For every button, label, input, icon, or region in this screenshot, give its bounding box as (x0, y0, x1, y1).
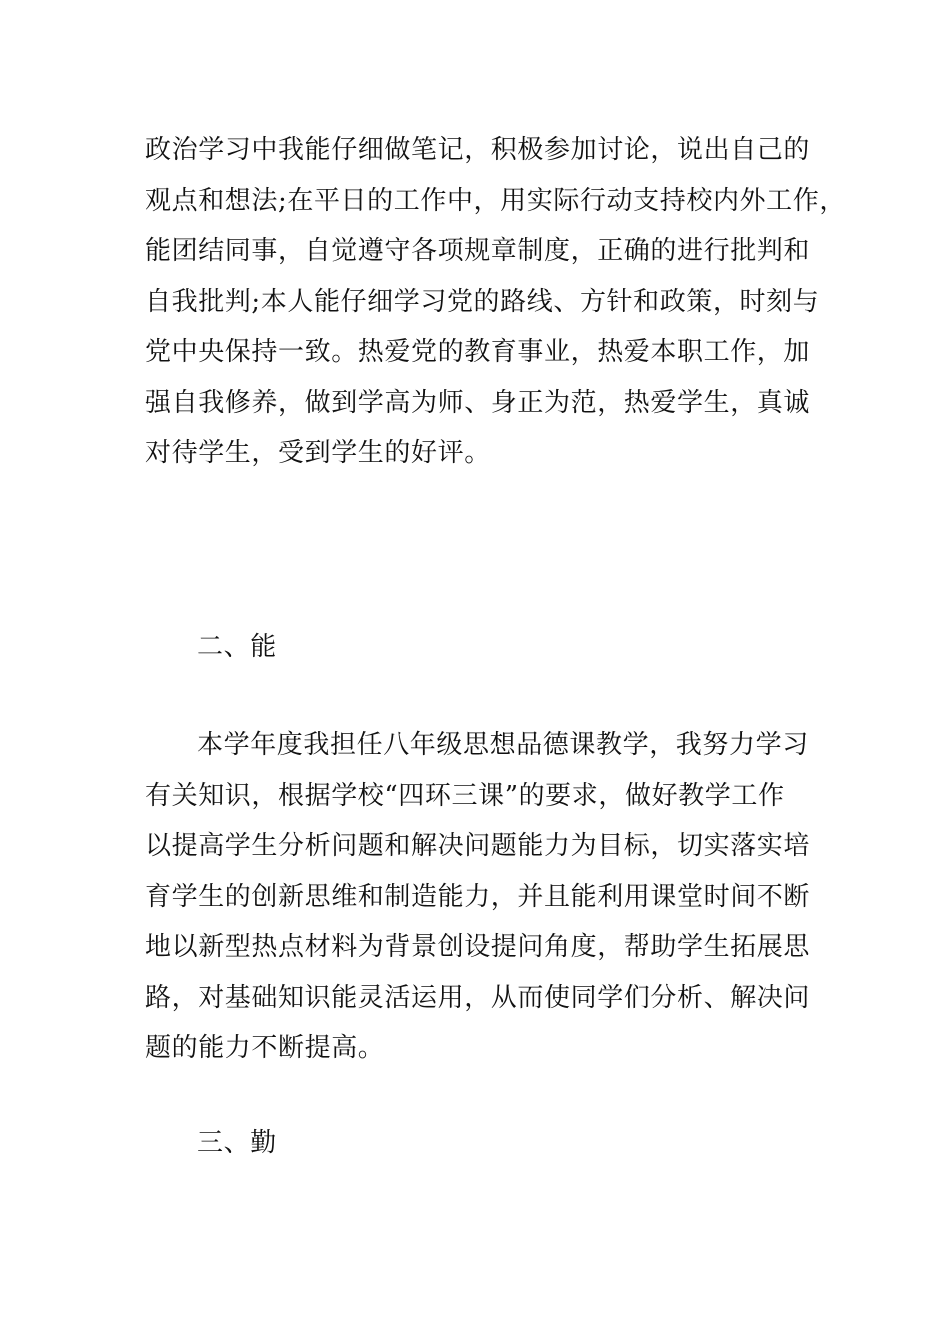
paragraph-line: 政治学习中我能仔细做笔记，积极参加讨论，说出自己的 (145, 135, 811, 165)
section-heading: 二、能 (197, 632, 277, 662)
paragraph-line: 强自我修养，做到学高为师、身正为范，热爱学生，真诚 (145, 387, 811, 418)
paragraph-line: 地以新型热点材料为背景创设提问角度，帮助学生拓展思 (145, 932, 811, 962)
paragraph-teaching (145, 720, 815, 1074)
section-heading-diligence (145, 1118, 815, 1169)
paragraph-line: 对待学生，受到学生的好评。 (145, 438, 491, 468)
paragraph-line: 路，对基础知识能灵活运用，从而使同学们分析、解决问 (145, 982, 811, 1013)
paragraph-line: 党中央保持一致。热爱党的教育事业，热爱本职工作，加 (145, 337, 811, 367)
paragraph-line: 自我批判;本人能仔细学习党的路线、方针和政策，时刻与 (145, 286, 820, 317)
paragraph-line: 以提高学生分析问题和解决问题能力为目标，切实落实培 (145, 831, 811, 861)
paragraph-line: 有关知识，根据学校“四环三课”的要求，做好教学工作 (145, 780, 785, 811)
paragraph-line: 题的能力不断提高。 (145, 1033, 385, 1063)
paragraph-line: 观点和想法;在平日的工作中，用实际行动支持校内外工作， (145, 185, 846, 216)
paragraph-line: 本学年度我担任八年级思想品德课教学，我努力学习 (197, 730, 809, 760)
paragraph-line: 育学生的创新思维和制造能力，并且能利用课堂时间不断 (145, 881, 811, 912)
paragraph-line: 能团结同事，自觉遵守各项规章制度，正确的进行批判和 (145, 236, 811, 266)
section-heading-ability (145, 622, 815, 673)
section-heading: 三、勤 (197, 1128, 277, 1158)
paragraph-political-study (145, 125, 846, 479)
